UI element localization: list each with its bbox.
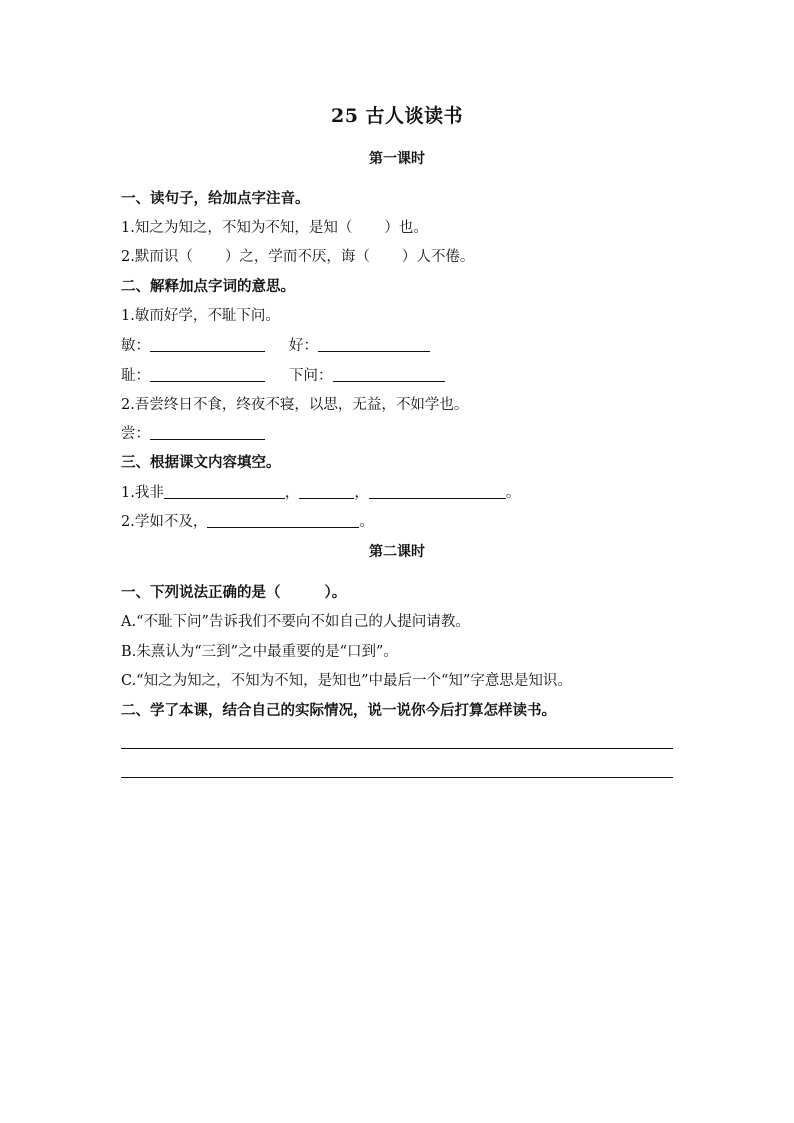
fill-line-1[interactable] [164,484,285,499]
l2-q2-heading: 二、学了本课，结合自己的实际情况，说一说你今后打算怎样读书。 [121,702,556,719]
label-min: 敏： [121,338,150,354]
l1-q1-s1-text-b: ）也。 [384,220,428,236]
answer-line-chi[interactable] [150,367,265,382]
l1-q2-row-chang [121,424,265,444]
option-b: B.朱熹认为“三到”之中最重要的是“口到”。 [121,644,398,660]
l1-q2-sentence1: 1.敏而好学，不耻下问。 [121,308,280,324]
l1-q3-s1-text: 1.我非 [121,485,164,501]
l1-q3-s2-text: 2.学如不及， [121,514,208,530]
l1-q3-sentence2 [121,512,374,532]
l1-q3-sentence1 [121,483,520,503]
label-chi: 耻： [121,368,150,384]
fill-line-2[interactable] [299,484,354,499]
l2-q1-heading [121,583,346,603]
option-c: C.“知之为知之，不知为不知，是知也”中最后一个“知”字意思是知识。 [121,673,572,689]
l1-q1-s2-text-a: 2.默而识（ [121,249,193,265]
l1-q1-sentence2 [121,247,474,267]
lesson1-heading: 第一课时 [369,151,425,167]
l1-q1-s2-text-b: ）之，学而不厌，诲（ [224,249,370,265]
comma-1: ， [284,485,300,501]
fill-line-4[interactable] [207,513,359,528]
l2-q1-heading-b: ）。 [324,584,347,601]
answer-rule-1[interactable] [121,748,673,749]
l1-q3-heading: 三、根据课文内容填空。 [121,454,281,471]
fill-line-3[interactable] [369,484,506,499]
l2-q1-heading-a: 一、下列说法正确的是（ [121,584,281,601]
l1-q2-row-chi-xiawen [121,366,445,386]
l1-q1-s1-text-a: 1.知之为知之，不知为不知，是知（ [121,220,353,236]
answer-line-min[interactable] [150,337,265,352]
comma-2: ， [354,485,369,501]
l1-q2-row-min-hao [121,336,430,356]
label-xiawen: 下问： [289,368,333,384]
l1-q2-sentence2: 2.吾尝终日不食，终夜不寝，以思，无益，不如学也。 [121,397,469,413]
period-2: 。 [359,514,374,530]
answer-line-hao[interactable] [318,337,430,352]
answer-line-chang[interactable] [150,425,265,440]
label-chang: 尝： [121,426,150,442]
period-1: 。 [505,485,521,501]
page-title: 25 古人谈读书 [330,105,464,127]
l1-q1-s2-text-c: ）人不倦。 [401,249,475,265]
answer-line-xiawen[interactable] [333,367,445,382]
l1-q1-sentence1 [121,218,428,238]
l1-q2-heading: 二、解释加点字词的意思。 [121,278,295,295]
lesson2-heading: 第二课时 [369,544,425,560]
option-a: A.“不耻下问”告诉我们不要向不如自己的人提问请教。 [121,614,470,630]
answer-rule-2[interactable] [121,777,673,778]
label-hao: 好： [289,338,318,354]
l1-q1-heading: 一、读句子，给加点字注音。 [121,190,310,207]
